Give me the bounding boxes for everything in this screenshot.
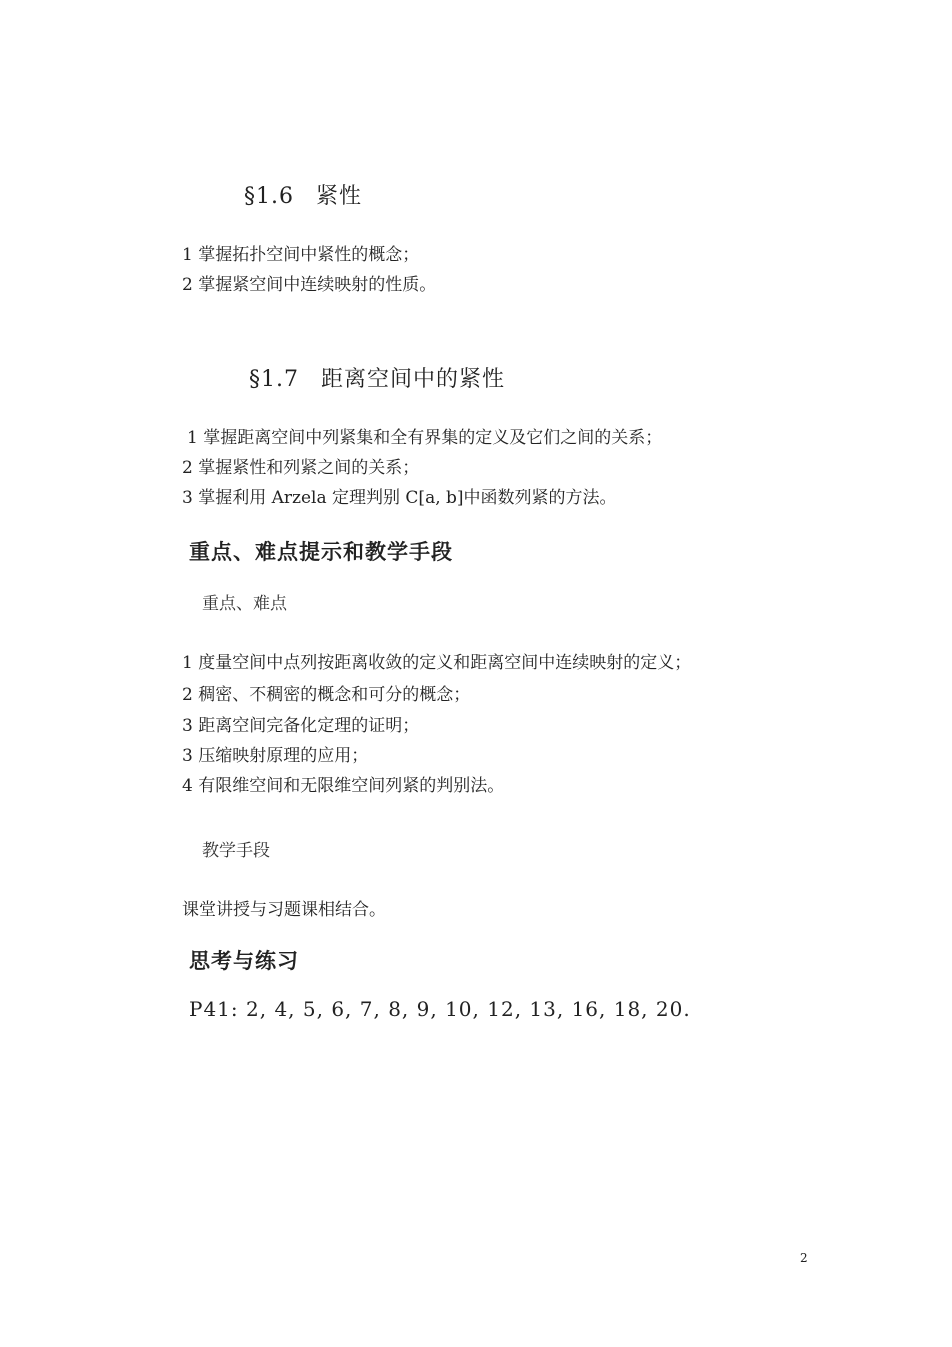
section-1-7-item-1: 1 掌握距离空间中列紧集和全有界集的定义及它们之间的关系；	[187, 428, 663, 448]
key-points-heading: 重点、难点提示和教学手段	[189, 539, 453, 564]
teaching-method-text: 课堂讲授与习题课相结合。	[182, 900, 386, 920]
section-1-7-heading	[249, 362, 505, 393]
difficulty-item-5: 4 有限维空间和无限维空间列紧的判别法。	[182, 776, 505, 796]
section-1-7-item-3: 3 掌握利用 Arzela 定理判别 C[a, b]中函数列紧的方法。	[182, 488, 617, 508]
section-1-6-item-2: 2 掌握紧空间中连续映射的性质。	[182, 275, 437, 295]
section-1-6-item-1: 1 掌握拓扑空间中紧性的概念；	[182, 245, 420, 265]
exercises-list: P41: 2, 4, 5, 6, 7, 8, 9, 10, 12, 13, 16, 18, 20.	[189, 997, 691, 1021]
difficulty-item-4: 3 压缩映射原理的应用；	[182, 746, 369, 766]
difficulty-item-1: 1 度量空间中点列按距离收敛的定义和距离空间中连续映射的定义；	[182, 653, 692, 673]
section-1-7-item-2: 2 掌握紧性和列紧之间的关系；	[182, 458, 420, 478]
exercises-heading: 思考与练习	[189, 948, 299, 973]
section-1-7-title: 距离空间中的紧性	[321, 367, 506, 392]
section-1-7-number: §1.7	[249, 367, 299, 392]
section-1-6-title: 紧性	[316, 184, 363, 209]
section-1-6-number: §1.6	[244, 184, 294, 209]
page-number: 2	[800, 1251, 808, 1265]
difficulty-item-3: 3 距离空间完备化定理的证明；	[182, 716, 420, 736]
teaching-method-label: 教学手段	[202, 841, 270, 861]
difficulty-item-2: 2 稠密、不稠密的概念和可分的概念；	[182, 685, 471, 705]
difficulties-label: 重点、难点	[202, 594, 287, 614]
section-1-6-heading	[244, 179, 362, 210]
